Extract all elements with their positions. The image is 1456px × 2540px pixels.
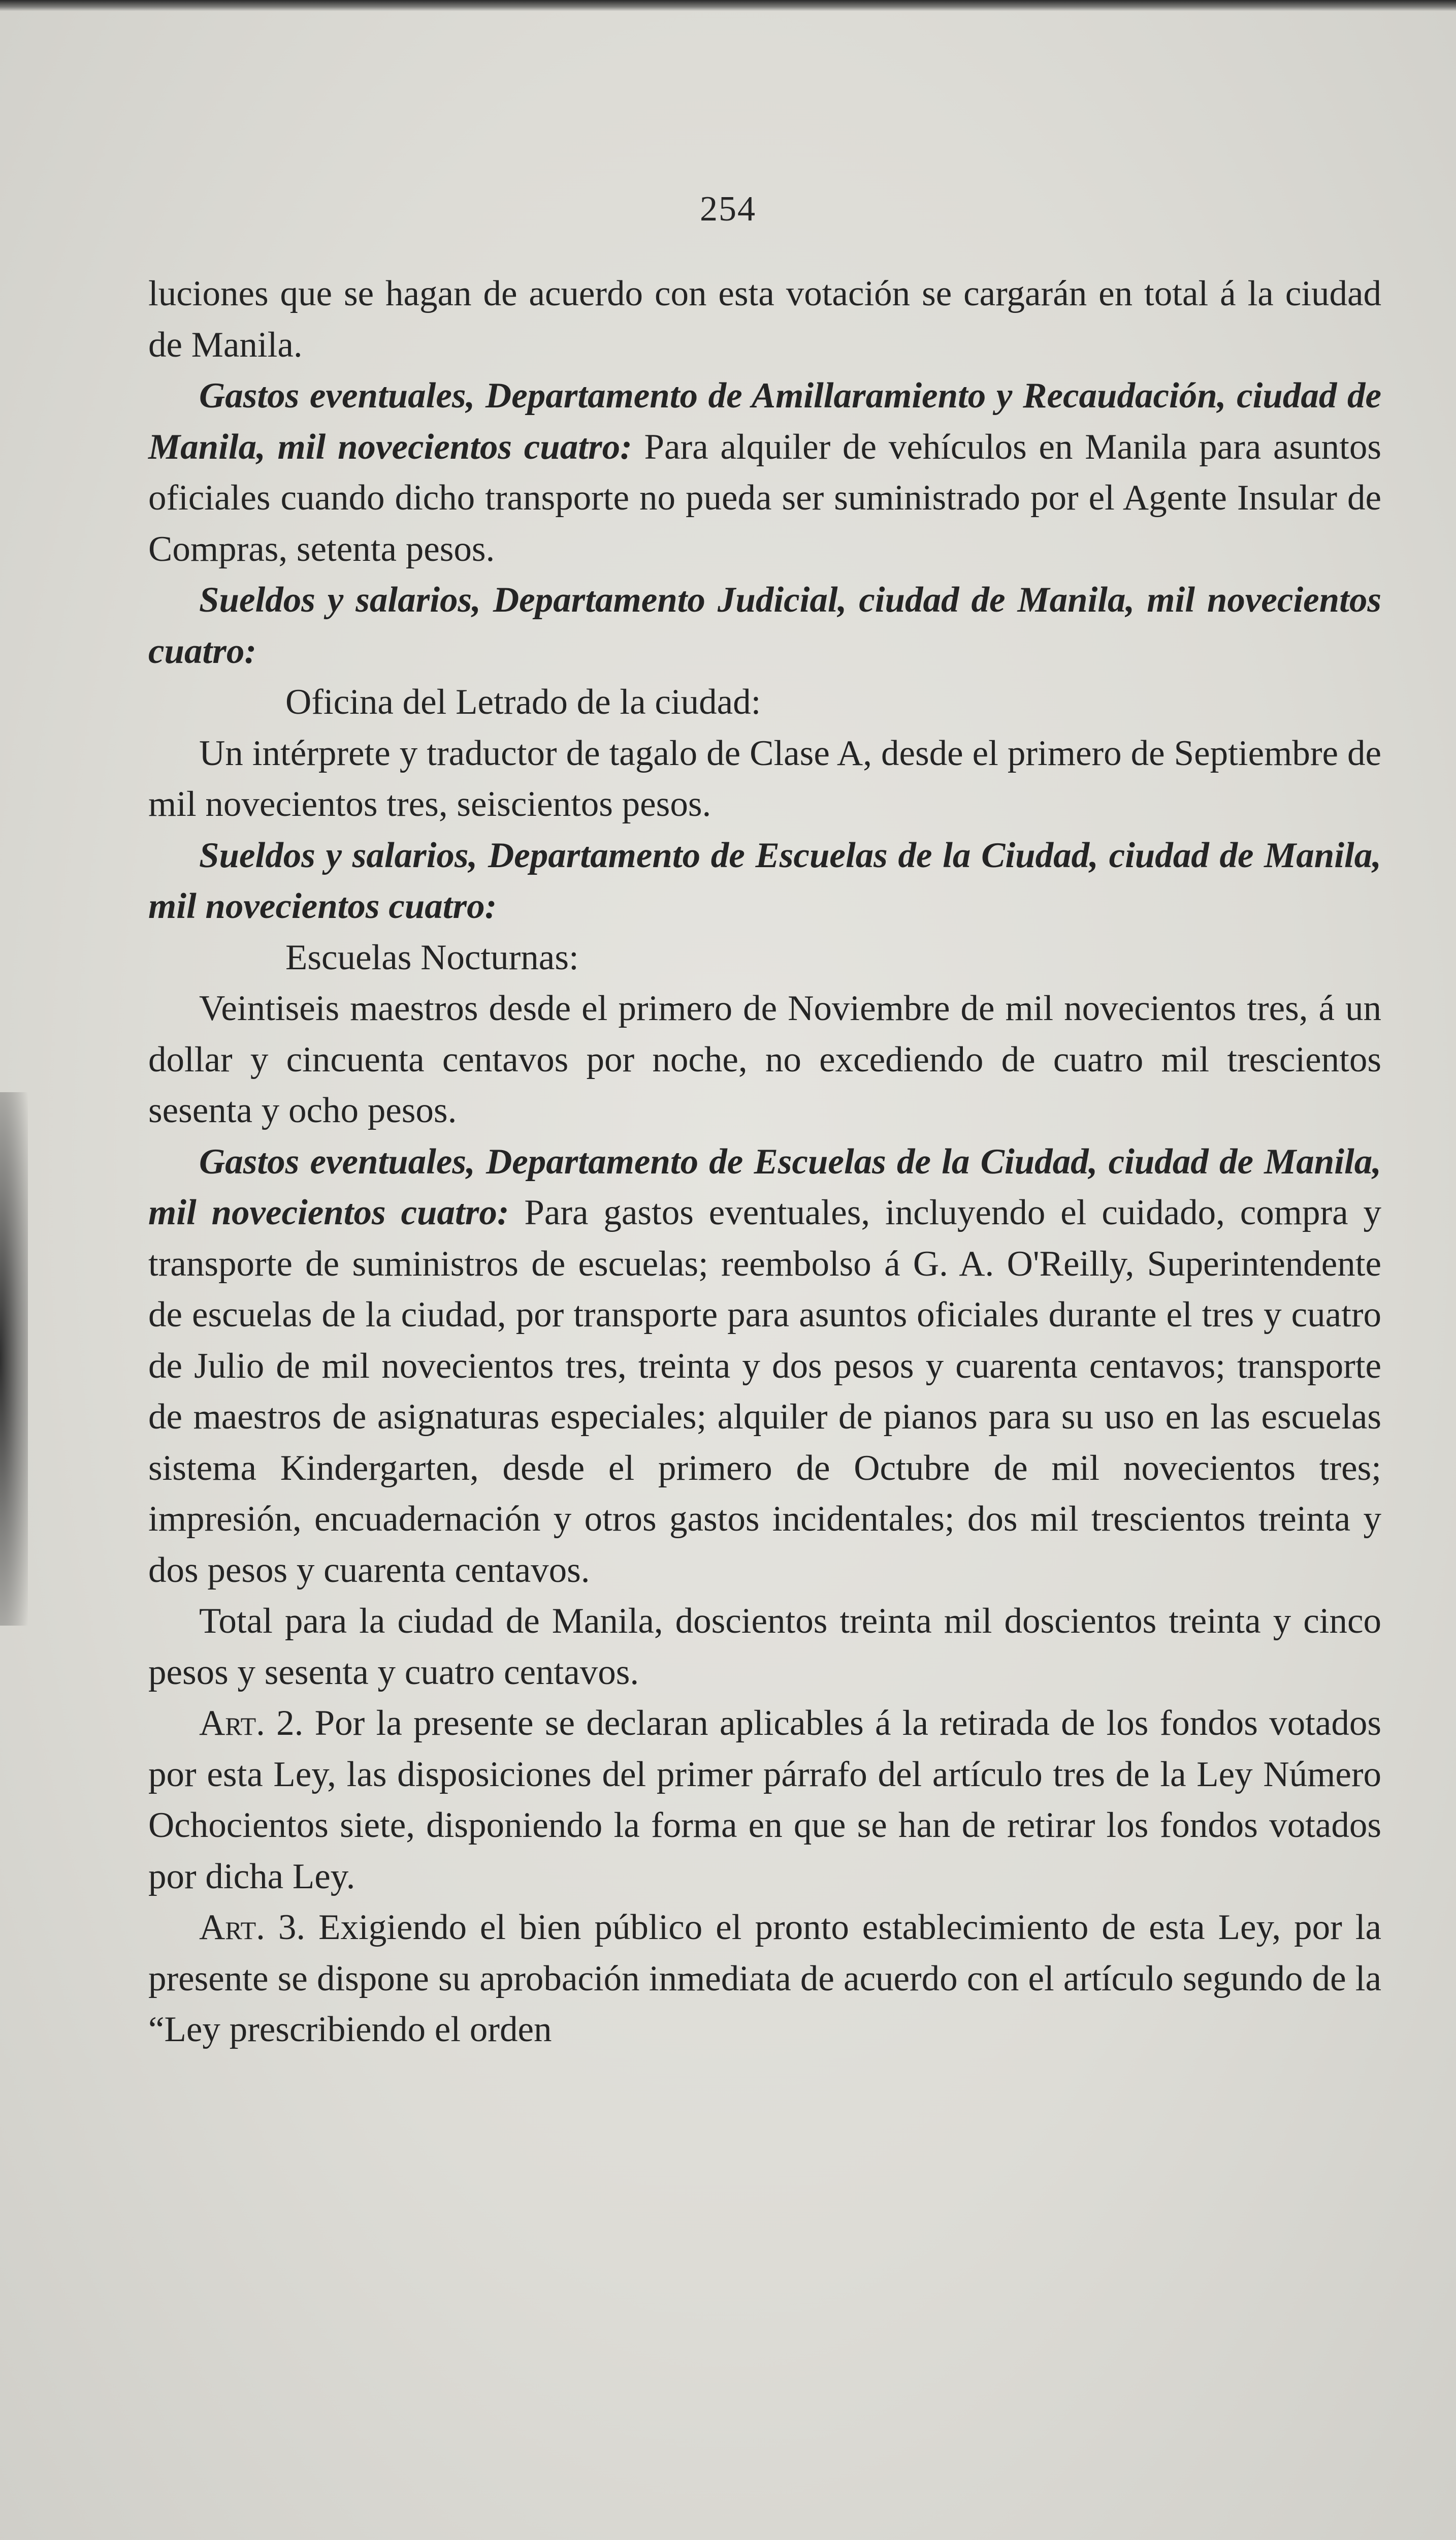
paragraph-total xyxy=(148,1596,1381,1698)
paragraph-sueldos-judicial xyxy=(148,575,1381,677)
paragraph-text: Un intérprete y traductor de tagalo de Clase A, desde el primero de Septiembre de mil novecientos tres, seiscientos pesos. xyxy=(148,733,1381,824)
article-3 xyxy=(148,1902,1381,2055)
paragraph-heading: Gastos eventuales, Departamento de Amillaramiento y Recaudación, ciudad de Manila, mil novecientos cuatro: xyxy=(148,376,1381,467)
paragraph-heading: Sueldos y salarios, Departamento Judicial, ciudad de Manila, mil novecientos cuatro: xyxy=(148,580,1381,671)
article-2 xyxy=(148,1698,1381,1902)
article-text: Exigiendo el bien público el pronto establecimiento de esta Ley, por la presente se dispone su aprobación inmediata de acuerdo con el artículo segundo de la “Ley prescribiendo el orden xyxy=(148,1908,1381,2049)
article-text: Por la presente se declaran aplicables á la retirada de los fondos votados por esta Ley, las disposiciones del primer párrafo del artículo tres de la Ley Número Ochocientos siete, disponiendo la forma en que se han de retirar los fondos votados por dicha Ley. xyxy=(148,1703,1381,1896)
scan-left-edge-shadow xyxy=(0,1092,28,1626)
paragraph-continuation xyxy=(148,268,1381,370)
paragraph-maestros xyxy=(148,983,1381,1136)
subheading-escuelas-nocturnas: Escuelas Nocturnas: xyxy=(285,937,579,977)
paragraph-gastos-amillaramiento xyxy=(148,370,1381,575)
paragraph-gastos-escuelas xyxy=(148,1136,1381,1596)
paragraph-heading: Sueldos y salarios, Departamento de Escuelas de la Ciudad, ciudad de Manila, mil novecientos cuatro: xyxy=(148,835,1381,926)
paragraph-interprete xyxy=(148,728,1381,830)
page-number: 254 xyxy=(700,189,756,229)
subheading-oficina-letrado: Oficina del Letrado de la ciudad: xyxy=(285,682,761,722)
paragraph-text: luciones que se hagan de acuerdo con esta votación se cargarán en total á la ciudad de Manila. xyxy=(148,274,1381,365)
paragraph-text: Para gastos eventuales, incluyendo el cuidado, compra y transporte de suministros de escuelas; reembolso á G. A. O'Reilly, Superintendente de escuelas de la ciudad, por transporte para asuntos oficiales durante el tres y cuatro de Julio de mil novecientos tres, treinta y dos pesos y cuarenta centavos; transporte de maestros de asignaturas especiales; alquiler de pianos para su uso en las escuelas sistema Kindergarten, desde el primero de Octubre de mil novecientos tres; impresión, encuadernación y otros gastos incidentales; dos mil trescientos treinta y dos pesos y cuarenta centavos. xyxy=(148,1193,1381,1590)
article-label: Art. 3. xyxy=(199,1908,306,1947)
article-label: Art. 2. xyxy=(199,1703,304,1743)
paragraph-heading: Gastos eventuales, Departamento de Escuelas de la Ciudad, ciudad de Manila, mil novecientos cuatro: xyxy=(148,1141,1381,1232)
paragraph-text: Veintiseis maestros desde el primero de Noviembre de mil novecientos tres, á un dollar y cincuenta centavos por noche, no excediendo de cuatro mil trescientos sesenta y ocho pesos. xyxy=(148,989,1381,1130)
paragraph-text: Total para la ciudad de Manila, doscientos treinta mil doscientos treinta y cinco pesos y sesenta y cuatro centavos. xyxy=(148,1601,1381,1692)
paragraph-sueldos-escuelas xyxy=(148,830,1381,932)
paragraph-text: Para alquiler de vehículos en Manila para asuntos oficiales cuando dicho transporte no pueda ser suministrado por el Agente Insular de Compras, setenta pesos. xyxy=(148,427,1381,569)
body-text xyxy=(148,268,1381,2055)
scan-top-edge-shadow xyxy=(0,0,1456,11)
